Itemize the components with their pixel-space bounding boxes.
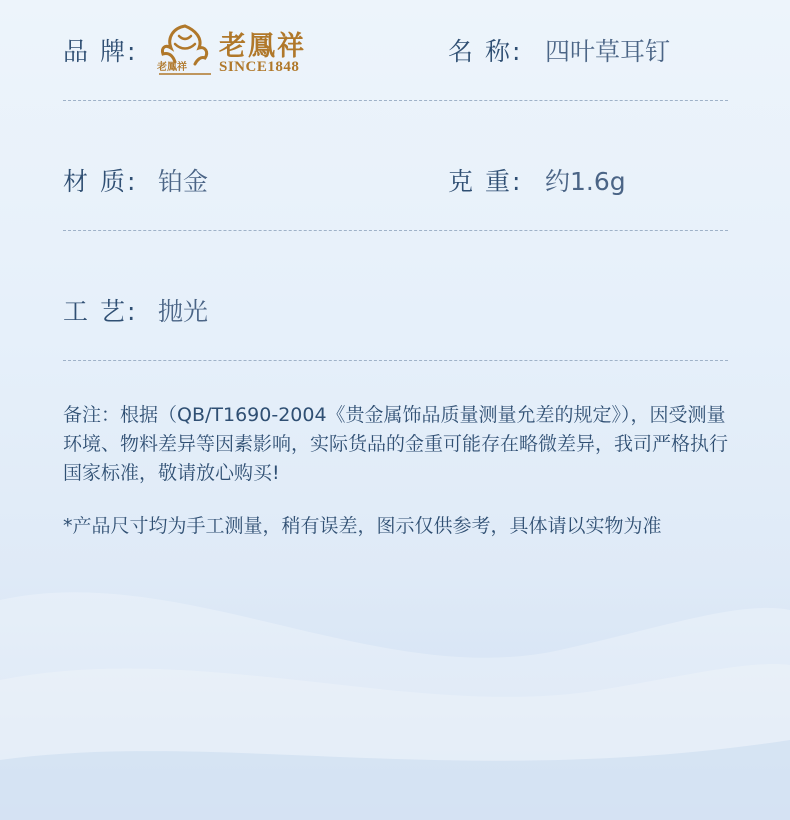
brand-logo [155, 22, 307, 80]
row-brand-name [0, 22, 790, 82]
craft-value: 抛光 [158, 297, 209, 326]
logo-since-text: SINCE1848 [219, 59, 300, 75]
name-value: 四叶草耳钉 [545, 37, 671, 66]
divider-1 [63, 100, 728, 101]
remark-note: 备注：根据（QB/T1690-2004《贵金属饰品质量测量允差的规定》），因受测量环境、物料差异等因素影响，实际货品的金重可能存在略微差异，我司严格执行国家标准，敬请放心购买! [63, 404, 729, 484]
row-craft [0, 282, 790, 342]
name-label: 名 称: [448, 37, 523, 66]
divider-2 [63, 230, 728, 231]
weight-value: 约1.6g [545, 167, 626, 196]
logo-chinese-name: 老鳳祥 [219, 31, 306, 62]
weight-label: 克 重: [448, 167, 523, 196]
craft-label: 工 艺: [63, 297, 138, 326]
material-value: 铂金 [158, 167, 209, 196]
material-label: 材 质: [63, 167, 138, 196]
divider-3 [63, 360, 728, 361]
row-material-weight [0, 152, 790, 212]
brand-label: 品 牌: [63, 37, 138, 66]
logo-small-text: 老鳳祥 [157, 62, 187, 73]
size-note: *产品尺寸均为手工测量，稍有误差，图示仅供参考，具体请以实物为准 [63, 515, 662, 537]
